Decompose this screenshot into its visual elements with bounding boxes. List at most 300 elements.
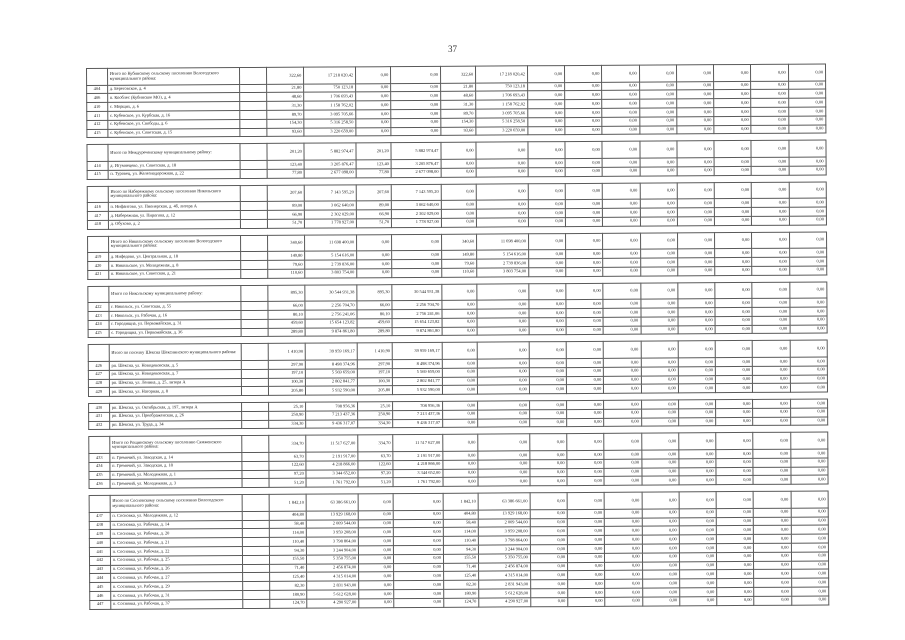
group-total-label: Итого по Набережному сельскому поселению Никольского муниципального района: [108,185,241,202]
row-number-cell: 440 [89,539,110,548]
value-cell: 0,00 [714,199,751,208]
value-cell: 0,00 [605,579,642,588]
value-cell: 3 798 864,00 [307,537,359,546]
value-cell: 2 756 241,06 [305,310,357,319]
value-cell: 0,00 [790,374,827,383]
value-cell: 0,00 [752,207,789,216]
value-cell: 0,00 [604,450,641,459]
value-cell: 0,00 [791,491,828,508]
value-cell [240,110,267,119]
value-cell: 5 932 590,00 [306,386,358,395]
value-cell: 0,00 [528,167,565,176]
value-cell: 0,00 [443,478,478,487]
value-cell: 51,20 [269,479,306,488]
value-cell: 0,00 [789,166,826,175]
value-cell: 0,00 [714,157,751,166]
value-cell [241,319,268,328]
group-total-label: Итого по Междуреченскому муниципальному району: [108,144,241,161]
value-cell [240,144,267,161]
value-cell: 0,00 [443,460,478,469]
value-cell: 0,00 [476,200,528,209]
value-cell: 0,00 [714,125,751,134]
value-cell: 0,00 [443,419,478,428]
value-cell: 0,00 [478,468,530,477]
address-cell: д. Обухово, д. 2 [108,219,241,229]
value-cell: 297,90 [357,360,392,369]
value-cell [241,344,268,361]
value-cell: 0,00 [639,65,676,82]
value-cell: 0,00 [566,358,603,367]
row-number-cell [88,286,109,303]
value-cell: 3 095 705,66 [304,110,356,119]
address-cell: п. Сосновка, ул. Рабочая, д. 25 [110,555,243,565]
value-cell: 0,00 [679,450,716,459]
value-cell: 1 842,10 [269,494,306,511]
value-cell: 0,00 [567,418,604,427]
value-cell: 0,00 [391,66,441,83]
value-cell: 0,00 [356,110,391,119]
value-cell: 0,00 [789,248,826,257]
value-cell: 0,00 [442,401,477,410]
value-cell: 58,40 [443,519,478,528]
value-cell: 0,00 [530,459,567,468]
value-cell: 0,00 [640,199,677,208]
value-cell: 0,00 [640,249,677,258]
value-cell [242,452,269,461]
value-cell: 0,00 [565,183,602,200]
value-cell: 97,20 [269,470,306,479]
value-cell: 0,00 [529,409,566,418]
value-cell [242,511,269,520]
value-cell: 0,00 [604,459,641,468]
value-cell: 3 205 876,47 [304,160,356,169]
value-cell: 71,40 [270,564,307,573]
value-cell: 0,00 [677,108,714,117]
value-cell: 0,00 [477,283,529,300]
value-cell: 895,30 [357,284,392,301]
value-cell [240,185,267,202]
value-cell: 0,00 [476,142,528,159]
value-cell: 0,00 [679,433,716,450]
value-cell: 0,00 [567,477,604,486]
value-cell: 0,00 [602,158,639,167]
value-cell: 114,00 [443,528,478,537]
value-cell: 0,00 [789,282,826,299]
value-cell: 0,00 [715,299,752,308]
value-cell: 0,00 [478,418,530,427]
value-cell: 0,00 [567,434,604,451]
row-number-cell [87,145,108,162]
value-cell: 289,80 [268,328,305,337]
value-cell: 0,00 [714,141,751,158]
value-cell: 0,00 [603,317,640,326]
value-cell: 0,00 [442,309,477,318]
value-cell [242,378,269,387]
value-cell: 0,00 [356,92,391,101]
value-cell: 0,00 [789,257,826,266]
value-cell: 459,60 [357,318,392,327]
value-cell: 0,00 [565,91,602,100]
value-cell: 2 191 917,00 [393,451,443,460]
value-cell: 0,00 [639,117,676,126]
value-cell: 0,00 [359,572,394,581]
value-cell: 0,00 [715,366,752,375]
value-cell: 9 436 317,07 [393,419,443,428]
value-cell: 0,00 [443,451,478,460]
value-cell: 0,00 [642,553,679,562]
value-cell: 0,00 [753,458,790,467]
value-cell: 0,00 [752,182,789,199]
value-cell: 180,90 [444,589,479,598]
value-cell: 0,00 [678,384,715,393]
value-cell: 89,70 [441,109,476,118]
row-number-cell: 437 [89,512,110,521]
value-cell: 0,00 [442,385,477,394]
value-cell: 0,00 [751,125,788,134]
value-cell: 30 544 931,38 [392,284,442,301]
value-cell: 2 256 704,70 [392,300,442,309]
value-cell: 0,00 [476,159,528,168]
address-cell: с. Кубенское, ул. Курбская, д. 16 [107,111,240,121]
value-cell: 0,00 [442,368,477,377]
row-number-cell: 404 [87,85,108,94]
address-cell: п. Сосновка, ул. Рабочая, д. 29 [110,582,243,592]
value-cell: 0,00 [753,467,790,476]
value-cell: 0,00 [641,367,678,376]
value-cell: 334,70 [269,436,306,453]
value-cell: 0,00 [391,118,441,127]
value-cell: 0,00 [530,468,567,477]
value-cell: 0,00 [531,597,568,606]
row-number-cell: 434 [89,462,110,471]
value-cell: 0,00 [441,168,476,177]
value-cell: 0,00 [790,307,827,316]
value-cell: 110,40 [443,536,478,545]
row-number-cell: 414 [87,161,108,170]
value-cell: 0,00 [677,125,714,134]
value-cell: 0,00 [679,476,716,485]
value-cell: 0,00 [716,535,753,544]
value-cell: 0,00 [751,116,788,125]
row-number-cell: 428 [88,379,109,388]
value-cell: 0,00 [477,300,529,309]
value-cell: 48,60 [441,92,476,101]
value-cell: 0,00 [602,141,639,158]
value-cell: 0,00 [530,451,567,460]
value-cell: 0,00 [788,98,825,107]
value-cell: 154,30 [267,119,304,128]
value-cell: 0,00 [752,216,789,225]
value-cell [241,269,268,278]
value-cell: 0,00 [528,209,565,218]
value-cell: 0,00 [754,508,791,517]
value-cell: 2 302 029,00 [305,210,357,219]
value-cell: 110,60 [442,268,477,277]
value-cell: 0,00 [530,493,567,510]
value-cell: 0,00 [529,326,566,335]
value-cell: 0,00 [641,418,678,427]
value-cell: 63 386 661,00 [478,493,530,510]
group-total-label: Итого по поселку Шексна Шекснинского муниципального района: [109,344,242,361]
value-cell: 0,00 [754,561,791,570]
value-cell: 0,00 [477,342,529,359]
value-cell: 0,00 [754,534,791,543]
value-cell: 0,00 [641,409,678,418]
value-cell: 5 612 628,00 [307,590,359,599]
value-cell: 0,00 [567,518,604,527]
value-cell: 0,00 [751,166,788,175]
value-cell: 0,00 [529,259,566,268]
value-cell: 0,00 [715,232,752,249]
row-number-cell [88,236,109,253]
value-cell: 0,00 [791,508,828,517]
value-cell: 0,00 [679,492,716,509]
value-cell: 0,00 [788,64,825,81]
value-cell: 0,00 [568,588,605,597]
value-cell: 125,40 [444,572,479,581]
value-cell: 0,00 [356,101,391,110]
value-cell: 122,60 [358,461,393,470]
value-cell: 0,00 [604,341,641,358]
value-cell: 2 456 874,00 [307,563,359,572]
value-cell: 0,00 [568,562,605,571]
value-cell: 4 315 014,00 [479,571,531,580]
value-cell: 0,00 [567,409,604,418]
value-cell: 0,00 [714,107,751,116]
value-cell: 0,00 [478,410,530,419]
value-cell: 0,00 [791,475,828,484]
value-cell: 0,00 [605,544,642,553]
value-cell: 0,00 [640,182,677,199]
address-cell: с. Кубенское, ул. Свободы, д. 6 [108,119,241,129]
value-cell: 0,00 [391,109,441,118]
value-cell: 1 706 693,43 [476,91,528,100]
value-cell: 0,00 [642,535,679,544]
value-cell: 3 244 904,00 [479,545,531,554]
value-cell: 0,00 [604,492,641,509]
address-cell: рп. Шексна, ул. Ленина, д. 25, литера А [109,378,242,388]
value-cell: 0,00 [603,249,640,258]
value-cell: 340,60 [268,235,305,252]
value-cell: 0,00 [567,509,604,518]
value-cell: 0,00 [752,325,789,334]
value-cell: 31,30 [267,101,304,110]
value-cell: 3 205 876,47 [391,159,441,168]
value-cell: 0,00 [356,67,391,84]
value-cell: 0,00 [566,217,603,226]
value-cell: 0,00 [359,563,394,572]
value-cell: 155,50 [443,554,478,563]
value-cell: 0,00 [567,385,604,394]
value-cell: 0,00 [528,109,565,118]
value-cell: 0,00 [754,543,791,552]
address-cell: д. Береговское, д. 4 [107,84,240,94]
value-cell: 340,60 [441,234,476,251]
address-cell: п. Сосновка, ул. Рабочая, д. 20 [110,529,243,539]
value-cell: 0,00 [679,561,716,570]
value-cell: 207,60 [267,185,304,202]
value-cell: 0,00 [790,408,827,417]
value-cell: 94,30 [443,545,478,554]
address-cell: рп. Шексна, ул. Октябрьская, д. 197, литера А [109,403,242,413]
value-cell: 0,00 [565,142,602,159]
value-cell [241,302,268,311]
value-cell: 0,00 [716,384,753,393]
value-cell: 0,00 [565,82,602,91]
value-cell: 1 761 792,00 [393,478,443,487]
value-cell: 3 220 659,00 [304,127,356,136]
value-cell: 2 802 841,77 [393,377,443,386]
value-cell: 0,00 [714,99,751,108]
value-cell: 0,00 [678,266,715,275]
value-cell: 0,00 [717,587,754,596]
value-cell: 51,70 [267,219,304,228]
value-cell: 0,00 [640,158,677,167]
value-cell: 0,00 [716,458,753,467]
value-cell: 66,90 [267,210,304,219]
value-cell: 0,00 [567,527,604,536]
row-number-cell: 446 [90,591,111,600]
value-cell: 0,00 [566,283,603,300]
value-cell: 0,00 [567,468,604,477]
value-cell: 3 220 659,00 [476,126,528,135]
value-cell: 0,00 [753,491,790,508]
value-cell [242,461,269,470]
value-cell: 0,00 [529,300,566,309]
value-cell: 0,00 [566,342,603,359]
row-number-cell: 411 [87,111,108,120]
value-cell: 0,00 [604,418,641,427]
value-cell: 7 213 437,36 [393,410,443,419]
value-cell: 0,00 [791,534,828,543]
value-cell: 63 386 661,00 [306,494,358,511]
value-cell: 0,00 [602,91,639,100]
value-cell: 0,00 [678,299,715,308]
value-cell: 30 544 931,38 [305,284,357,301]
value-cell: 0,00 [393,494,443,511]
value-cell: 17 218 020,42 [304,67,356,84]
value-cell: 89,70 [267,110,304,119]
value-cell: 2 739 836,00 [477,259,529,268]
value-cell: 5 932 590,00 [393,386,443,395]
row-number-cell: 441 [89,547,110,556]
value-cell: 2 831 943,00 [479,580,531,589]
value-cell: 0,00 [477,359,529,368]
value-cell: 0,00 [441,184,476,201]
value-cell: 79,60 [442,259,477,268]
value-cell: 0,00 [714,90,751,99]
value-cell: 0,00 [359,554,394,563]
value-cell: 0,00 [754,578,791,587]
value-cell: 0,00 [394,598,444,607]
address-cell: рп. Шексна, ул. Нагорная, д. 8 [109,387,242,397]
value-cell: 0,00 [358,528,393,537]
value-cell: 0,00 [679,526,716,535]
value-cell: 2 739 836,00 [305,260,357,269]
value-cell: 114,00 [269,529,306,538]
value-cell: 0,00 [478,434,530,451]
value-cell: 0,00 [476,183,528,200]
value-cell: 0,00 [394,572,444,581]
row-number-cell [89,437,110,454]
value-cell: 180,90 [270,590,307,599]
value-cell: 5 882 974,47 [391,143,441,160]
value-cell: 0,00 [716,508,753,517]
value-cell: 0,00 [639,108,676,117]
value-cell: 0,00 [565,108,602,117]
value-cell: 0,00 [602,82,639,91]
value-cell: 0,00 [566,249,603,258]
value-cell: 0,00 [603,183,640,200]
value-cell: 0,00 [714,64,751,81]
value-cell: 0,00 [752,257,789,266]
value-cell: 0,00 [477,368,529,377]
value-cell: 0,00 [753,341,790,358]
value-cell [243,573,270,582]
value-cell: 77,80 [356,168,391,177]
value-cell [240,93,267,102]
value-cell: 0,00 [394,537,444,546]
value-cell: 80,10 [357,310,392,319]
value-cell: 0,00 [394,528,444,537]
value-cell: 7 143 595,20 [391,184,441,201]
value-cell: 0,00 [754,552,791,561]
value-cell: 0,00 [478,376,530,385]
value-cell: 0,00 [679,467,716,476]
value-cell: 0,00 [679,553,716,562]
value-cell: 0,00 [391,101,441,110]
value-cell: 250,90 [358,411,393,420]
value-cell: 0,00 [642,562,679,571]
value-cell: 0,00 [528,91,565,100]
value-cell: 0,00 [602,108,639,117]
value-cell: 9 874 861,80 [305,327,357,336]
value-cell: 122,60 [269,461,306,470]
value-cell: 0,00 [679,459,716,468]
row-number-cell: 416 [87,203,108,212]
value-cell: 123,40 [356,160,391,169]
value-cell: 197,10 [357,368,392,377]
value-cell: 0,00 [678,258,715,267]
value-cell: 0,00 [677,158,714,167]
value-cell: 0,00 [605,527,642,536]
value-cell: 0,00 [441,218,476,227]
value-cell: 0,00 [641,341,678,358]
value-cell: 322,60 [267,67,304,84]
value-cell: 4 315 014,00 [307,572,359,581]
value-cell: 5 316 258,50 [476,118,528,127]
value-cell: 0,00 [443,435,478,452]
value-cell: 66,90 [356,210,391,219]
value-cell: 0,00 [568,597,605,606]
value-cell [241,252,268,261]
value-cell: 0,00 [717,552,754,561]
value-cell: 0,00 [715,282,752,299]
value-cell: 0,00 [394,563,444,572]
value-cell: 0,00 [478,451,530,460]
value-cell: 0,00 [751,90,788,99]
value-cell: 0,00 [790,316,827,325]
value-cell: 0,00 [715,357,752,366]
address-cell: с. Городищна, ул. Первомайская, д. 36 [109,328,242,338]
row-number-cell: 438 [89,521,110,530]
value-cell [242,495,269,512]
row-number-cell: 435 [89,471,110,480]
value-cell: 3 803 754,00 [477,268,529,277]
value-cell [242,529,269,538]
value-cell: 11 698 400,00 [305,234,357,251]
value-cell: 0,00 [789,182,826,199]
